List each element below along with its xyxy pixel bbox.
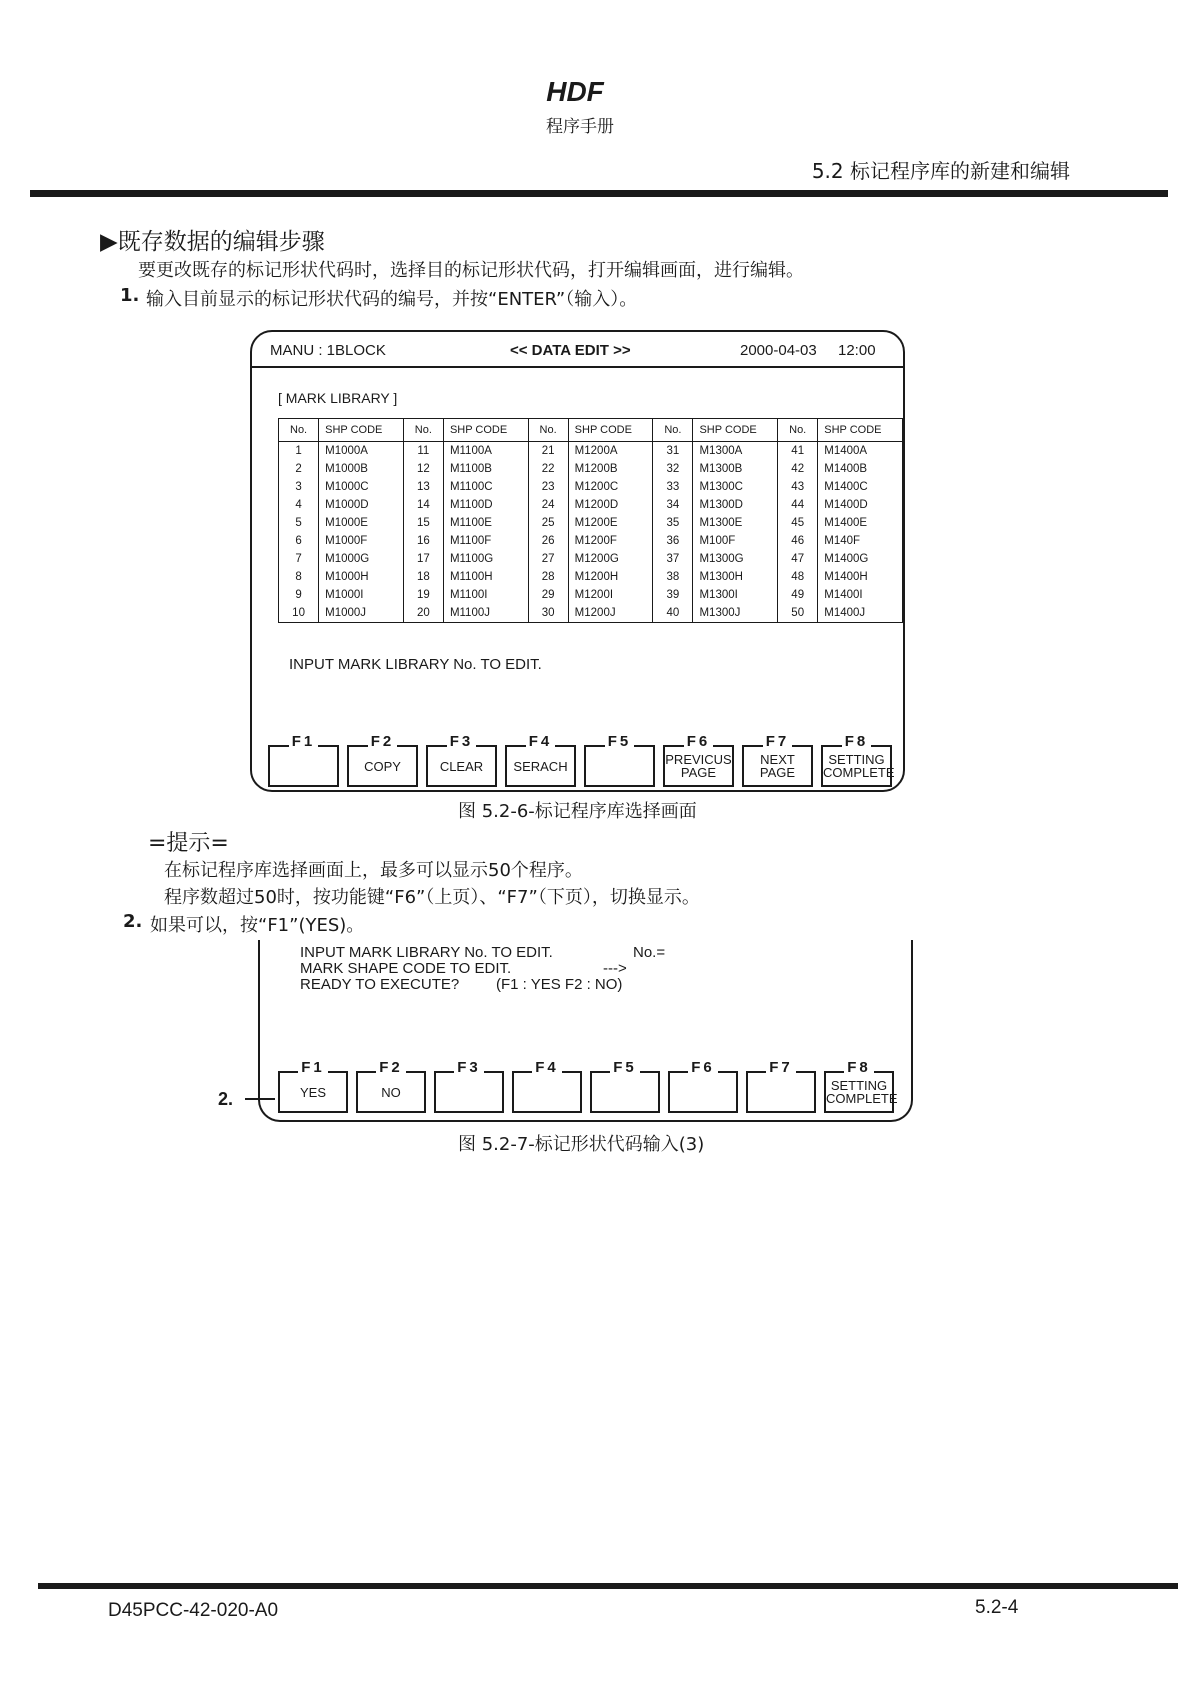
- tip-title: =提示=: [148, 831, 229, 856]
- function-key-f5[interactable]: [584, 733, 655, 787]
- function-key-name: F5: [610, 1059, 640, 1076]
- cell-shp-code: M1000B: [319, 460, 404, 478]
- header-rule: [30, 190, 1168, 197]
- function-key-name: F2: [368, 733, 398, 750]
- cell-no: 44: [778, 496, 818, 514]
- cell-no: 12: [403, 460, 443, 478]
- cell-no: 46: [778, 532, 818, 550]
- cell-shp-code: M1300G: [693, 550, 778, 568]
- function-key-label: SERACH: [513, 758, 568, 774]
- function-key-name: F2: [376, 1059, 406, 1076]
- cell-shp-code: M1200D: [568, 496, 653, 514]
- cell-shp-code: M1400H: [818, 568, 903, 586]
- cell-no: 19: [403, 586, 443, 604]
- cell-shp-code: M1100D: [443, 496, 528, 514]
- cell-no: 6: [279, 532, 319, 550]
- cell-shp-code: M1300B: [693, 460, 778, 478]
- function-key-name: F7: [766, 1059, 796, 1076]
- cell-shp-code: M100F: [693, 532, 778, 550]
- step2-number: 2.: [123, 911, 143, 932]
- tip-line-2: 程序数超过50时，按功能键“F6”（上页）、“F7”（下页），切换显示。: [164, 887, 700, 908]
- cell-shp-code: M1200J: [568, 604, 653, 623]
- function-key-name: F4: [532, 1059, 562, 1076]
- cell-no: 31: [653, 442, 693, 461]
- brand-title: HDF: [546, 76, 604, 107]
- cell-no: 43: [778, 478, 818, 496]
- function-key-f7[interactable]: [746, 1059, 816, 1113]
- cell-no: 10: [279, 604, 319, 623]
- table-header-row: [279, 419, 903, 442]
- table-row[interactable]: [279, 586, 903, 604]
- function-key-label: PAGE: [759, 765, 796, 780]
- cell-shp-code: M1400A: [818, 442, 903, 461]
- cell-shp-code: M1000C: [319, 478, 404, 496]
- cell-shp-code: M1200A: [568, 442, 653, 461]
- cell-no: 49: [778, 586, 818, 604]
- callout-number: 2.: [218, 1089, 234, 1109]
- cell-no: 22: [528, 460, 568, 478]
- cell-shp-code: M1200I: [568, 586, 653, 604]
- cell-no: 36: [653, 532, 693, 550]
- function-key-f5[interactable]: [590, 1059, 660, 1113]
- cell-shp-code: M1000J: [319, 604, 404, 623]
- function-key-name: F1: [298, 1059, 328, 1076]
- function-key-label: PAGE: [680, 765, 717, 780]
- cell-no: 3: [279, 478, 319, 496]
- input-prompt: INPUT MARK LIBRARY No. TO EDIT.: [289, 656, 542, 673]
- cell-shp-code: M1300E: [693, 514, 778, 532]
- cell-shp-code: M1100F: [443, 532, 528, 550]
- function-key-f8[interactable]: [821, 733, 895, 787]
- function-key-label: SETTING: [830, 1078, 888, 1093]
- cell-shp-code: M1000D: [319, 496, 404, 514]
- cell-no: 38: [653, 568, 693, 586]
- cell-shp-code: M1200B: [568, 460, 653, 478]
- cell-no: 21: [528, 442, 568, 461]
- cell-no: 1: [279, 442, 319, 461]
- function-key-label: YES: [299, 1084, 326, 1100]
- cell-no: 45: [778, 514, 818, 532]
- function-key-f4[interactable]: [505, 733, 576, 787]
- cell-shp-code: M1000E: [319, 514, 404, 532]
- cell-shp-code: M1200H: [568, 568, 653, 586]
- cell-shp-code: M1000G: [319, 550, 404, 568]
- document-code: D45PCC-42-020-A0: [108, 1600, 279, 1621]
- function-key-f3[interactable]: [426, 733, 497, 787]
- function-key-f1[interactable]: [268, 733, 339, 787]
- cell-no: 32: [653, 460, 693, 478]
- library-label: [ MARK LIBRARY ]: [278, 390, 398, 406]
- cell-no: 15: [403, 514, 443, 532]
- cell-shp-code: M1300I: [693, 586, 778, 604]
- cell-no: 26: [528, 532, 568, 550]
- function-key-label: COMPLETE: [826, 1091, 898, 1106]
- table-row[interactable]: [279, 442, 903, 461]
- cell-no: 29: [528, 586, 568, 604]
- table-row[interactable]: [279, 550, 903, 568]
- function-key-f3[interactable]: [434, 1059, 504, 1113]
- manual-subtitle: 程序手册: [546, 117, 614, 137]
- function-key-name: F4: [526, 733, 556, 750]
- cell-shp-code: M1400D: [818, 496, 903, 514]
- column-header-shp-code: SHP CODE: [693, 419, 778, 442]
- confirm-no-field: No.=: [633, 944, 666, 961]
- cell-shp-code: M1100B: [443, 460, 528, 478]
- cell-no: 13: [403, 478, 443, 496]
- function-key-name: F7: [763, 733, 793, 750]
- function-key-name: F3: [454, 1059, 484, 1076]
- cell-no: 17: [403, 550, 443, 568]
- function-key-label: NEXT: [760, 752, 795, 767]
- cell-shp-code: M1400B: [818, 460, 903, 478]
- cell-no: 37: [653, 550, 693, 568]
- table-row[interactable]: [279, 478, 903, 496]
- column-header-no: No.: [403, 419, 443, 442]
- function-key-name: F5: [605, 733, 635, 750]
- tip-line-1: 在标记程序库选择画面上，最多可以显示50个程序。: [164, 860, 583, 881]
- table-row[interactable]: [279, 460, 903, 478]
- column-header-shp-code: SHP CODE: [818, 419, 903, 442]
- function-key-label: COPY: [364, 758, 401, 774]
- cell-no: 5: [279, 514, 319, 532]
- function-key-f6[interactable]: [668, 1059, 738, 1113]
- cell-shp-code: M1200G: [568, 550, 653, 568]
- confirm-options: (F1 : YES F2 : NO): [496, 976, 623, 993]
- figure-caption-1: 图 5.2-6-标记程序库选择画面: [458, 801, 697, 822]
- cell-shp-code: M1300C: [693, 478, 778, 496]
- column-header-no: No.: [528, 419, 568, 442]
- function-key-name: F3: [447, 733, 477, 750]
- step1-text: 输入目前显示的标记形状代码的编号，并按“ENTER”（输入）。: [146, 289, 638, 310]
- cell-no: 11: [403, 442, 443, 461]
- cell-shp-code: M1400J: [818, 604, 903, 623]
- footer-rule: [38, 1583, 1178, 1589]
- screen-time: 12:00: [838, 342, 876, 359]
- intro-text: 要更改既存的标记形状代码时，选择目的标记形状代码，打开编辑画面，进行编辑。: [138, 260, 804, 281]
- cell-no: 16: [403, 532, 443, 550]
- cell-shp-code: M1000I: [319, 586, 404, 604]
- cell-no: 48: [778, 568, 818, 586]
- cell-no: 34: [653, 496, 693, 514]
- function-key-f7[interactable]: [742, 733, 813, 787]
- cell-no: 41: [778, 442, 818, 461]
- cell-no: 14: [403, 496, 443, 514]
- cell-shp-code: M1300D: [693, 496, 778, 514]
- cell-no: 18: [403, 568, 443, 586]
- column-header-no: No.: [279, 419, 319, 442]
- screen-date: 2000-04-03: [740, 342, 817, 359]
- cell-no: 4: [279, 496, 319, 514]
- function-key-f1[interactable]: [278, 1059, 348, 1113]
- function-key-label: COMPLETE: [823, 765, 895, 780]
- cell-no: 28: [528, 568, 568, 586]
- table-row[interactable]: [279, 604, 903, 623]
- cell-shp-code: M1100J: [443, 604, 528, 623]
- column-header-shp-code: SHP CODE: [443, 419, 528, 442]
- cell-shp-code: M1300A: [693, 442, 778, 461]
- procedure-heading: ▶既存数据的编辑步骤: [100, 229, 325, 255]
- confirm-line-3: READY TO EXECUTE?: [300, 976, 460, 993]
- function-key-label: SETTING: [828, 752, 885, 767]
- function-key-f2[interactable]: [347, 733, 418, 787]
- figure-caption-2: 图 5.2-7-标记形状代码输入(3): [458, 1134, 705, 1155]
- cell-no: 8: [279, 568, 319, 586]
- cell-no: 33: [653, 478, 693, 496]
- column-header-shp-code: SHP CODE: [319, 419, 404, 442]
- data-edit-screen: [250, 330, 905, 792]
- cell-shp-code: M1100E: [443, 514, 528, 532]
- column-header-no: No.: [653, 419, 693, 442]
- function-key-label: PREVICUS: [665, 752, 732, 767]
- cell-shp-code: M1100H: [443, 568, 528, 586]
- cell-shp-code: M1100C: [443, 478, 528, 496]
- cell-no: 40: [653, 604, 693, 623]
- confirm-arrow: --->: [603, 960, 627, 977]
- cell-no: 39: [653, 586, 693, 604]
- function-key-f8[interactable]: [824, 1059, 898, 1113]
- cell-shp-code: M1100I: [443, 586, 528, 604]
- cell-shp-code: M1300H: [693, 568, 778, 586]
- function-key-label: NO: [381, 1084, 401, 1100]
- page-number: 5.2-4: [975, 1597, 1019, 1618]
- column-header-shp-code: SHP CODE: [568, 419, 653, 442]
- function-key-f6[interactable]: [663, 733, 734, 787]
- function-key-name: F6: [684, 733, 714, 750]
- column-header-no: No.: [778, 419, 818, 442]
- cell-shp-code: M1400E: [818, 514, 903, 532]
- mode-label: MANU : 1BLOCK: [270, 342, 386, 359]
- cell-shp-code: M1400C: [818, 478, 903, 496]
- cell-no: 42: [778, 460, 818, 478]
- cell-no: 50: [778, 604, 818, 623]
- cell-shp-code: M1000A: [319, 442, 404, 461]
- cell-shp-code: M1100G: [443, 550, 528, 568]
- confirm-line-1: INPUT MARK LIBRARY No. TO EDIT.: [300, 944, 553, 961]
- cell-no: 7: [279, 550, 319, 568]
- cell-shp-code: M1100A: [443, 442, 528, 461]
- cell-no: 9: [279, 586, 319, 604]
- cell-no: 35: [653, 514, 693, 532]
- table-row[interactable]: [279, 496, 903, 514]
- cell-no: 20: [403, 604, 443, 623]
- cell-shp-code: M1200F: [568, 532, 653, 550]
- cell-no: 30: [528, 604, 568, 623]
- cell-no: 27: [528, 550, 568, 568]
- table-row[interactable]: [279, 514, 903, 532]
- section-title: 5.2 标记程序库的新建和编辑: [811, 159, 1070, 183]
- function-key-name: F1: [289, 733, 319, 750]
- step2-text: 如果可以，按“F1”(YES)。: [150, 915, 365, 936]
- cell-shp-code: M1000H: [319, 568, 404, 586]
- cell-shp-code: M1200E: [568, 514, 653, 532]
- confirm-screen: [258, 940, 913, 1122]
- cell-shp-code: M1200C: [568, 478, 653, 496]
- cell-no: 24: [528, 496, 568, 514]
- table-row[interactable]: [279, 532, 903, 550]
- cell-no: 25: [528, 514, 568, 532]
- cell-shp-code: M1000F: [319, 532, 404, 550]
- confirm-line-2: MARK SHAPE CODE TO EDIT.: [300, 960, 512, 977]
- function-key-name: F8: [844, 1059, 874, 1076]
- cell-shp-code: M1400G: [818, 550, 903, 568]
- cell-shp-code: M140F: [818, 532, 903, 550]
- step1-number: 1.: [120, 285, 140, 306]
- function-key-name: F6: [688, 1059, 718, 1076]
- function-key-f4[interactable]: [512, 1059, 582, 1113]
- cell-no: 2: [279, 460, 319, 478]
- table-row[interactable]: [279, 568, 903, 586]
- cell-shp-code: M1400I: [818, 586, 903, 604]
- cell-shp-code: M1300J: [693, 604, 778, 623]
- function-key-f2[interactable]: [356, 1059, 426, 1113]
- cell-no: 23: [528, 478, 568, 496]
- screen-title-divider: [252, 366, 903, 368]
- screen-title: << DATA EDIT >>: [510, 342, 631, 359]
- function-key-name: F8: [842, 733, 872, 750]
- cell-no: 47: [778, 550, 818, 568]
- mark-library-table: [278, 418, 903, 623]
- function-key-label: CLEAR: [439, 758, 484, 774]
- callout-line: [245, 1098, 275, 1100]
